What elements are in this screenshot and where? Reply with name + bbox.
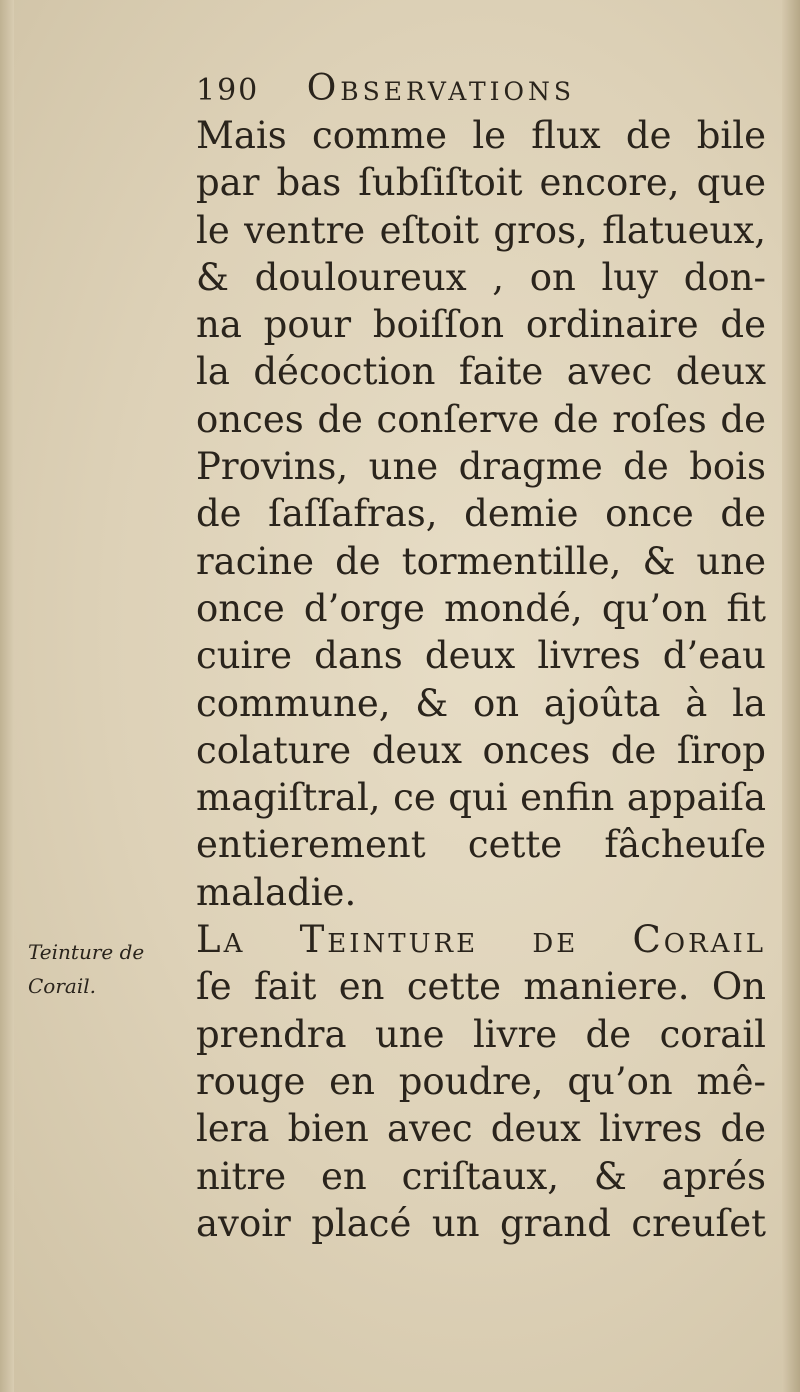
marginal-note-line: Corail. (28, 974, 96, 998)
text-line: la décoction faite avec deux (196, 350, 766, 394)
text-line: cuire dans deux livres d’eau (196, 634, 766, 678)
text-line: le ventre eſtoit gros, flatueux, (196, 208, 766, 252)
marginal-note (28, 935, 188, 1003)
marginal-note-line: Teinture de (28, 940, 145, 964)
text-line: na pour boiſſon ordinaire de (196, 303, 766, 347)
text-line: de ſaſſafras, demie once de (196, 492, 766, 536)
text-line: commune, & on ajoûta à la (196, 681, 766, 725)
page-number: 190 (196, 73, 260, 108)
text-line: racine de tormentille, & une (196, 539, 766, 583)
text-line: avoir placé un grand creuſet (196, 1201, 766, 1245)
page-left-edge (0, 0, 14, 1392)
text-line: onces de conſerve de roſes de (196, 397, 766, 441)
running-head (196, 68, 666, 118)
text-line: Mais comme le flux de bile (196, 114, 766, 157)
text-line: par bas ſubſiſtoit encore, que (196, 161, 766, 205)
text-line: & douloureux , on luy don- (196, 255, 766, 299)
text-line: Provins, une dragme de bois (196, 445, 766, 489)
text-line: nitre en criſtaux, & aprés (196, 1154, 766, 1198)
text-line: lera bien avec deux livres de (196, 1107, 766, 1151)
text-line: prendra une livre de corail (196, 1012, 766, 1056)
page-right-edge (782, 0, 800, 1392)
text-line: entierement cette fâcheuſe (196, 823, 766, 867)
text-line: maladie. (196, 870, 357, 914)
text-line: magiſtral, ce qui enfin appaiſa (196, 776, 766, 820)
text-line: colature deux onces de ſirop (196, 728, 766, 772)
text-line: rouge en poudre, qu’on mê- (196, 1059, 766, 1103)
text-line: once d’orge mondé, qu’on fit (196, 586, 766, 630)
text-line: ſe fait en cette maniere. On (196, 965, 766, 1009)
body-text (196, 112, 766, 1247)
running-title: Observations (306, 68, 576, 109)
section-heading-line: La Teinture de Corail (196, 918, 766, 962)
